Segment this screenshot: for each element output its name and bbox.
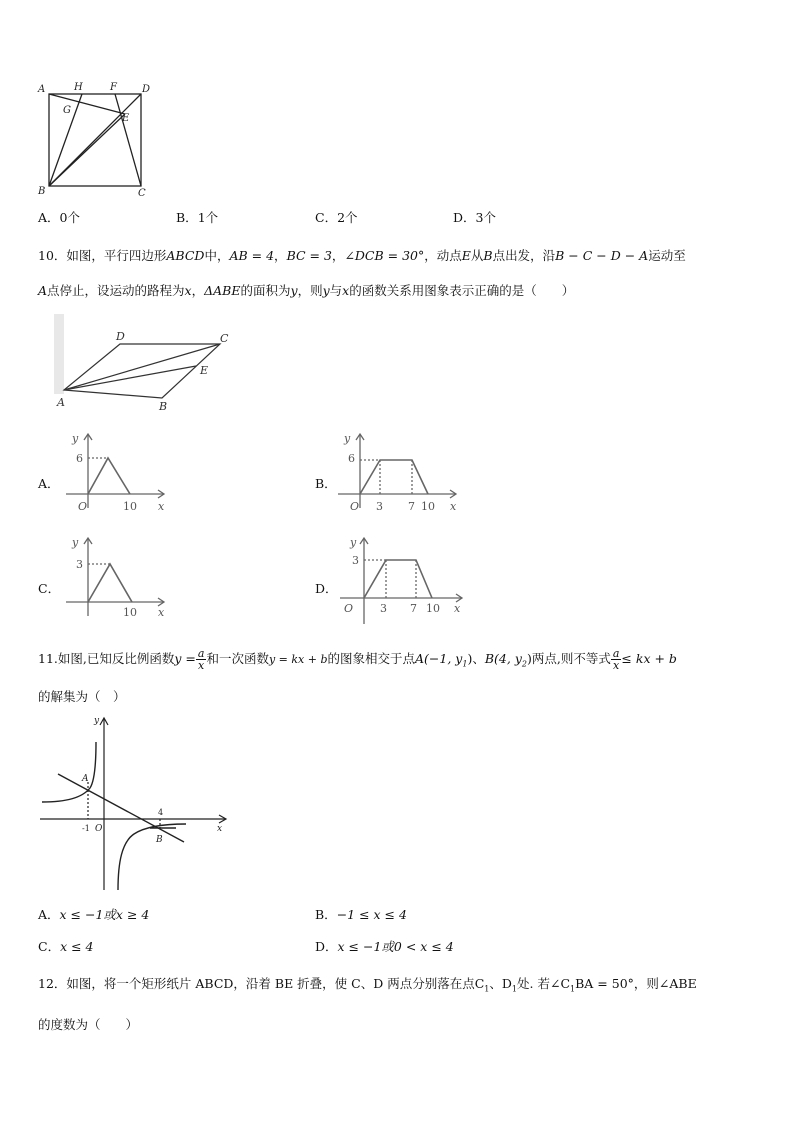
q10-scan-shadow	[54, 314, 64, 394]
q9-option-a: A．0个	[38, 210, 80, 225]
q9-label-c: C	[138, 188, 146, 199]
linear-function-line	[58, 774, 184, 842]
function-graph	[364, 560, 432, 598]
q9-option-b: B．1个	[176, 210, 219, 225]
q10-label-a: A	[57, 396, 65, 409]
q11-option-d: D．x ≤ −1或0 < x ≤ 4	[315, 939, 454, 954]
q9-label-f: F	[110, 82, 117, 93]
peak-label: 6	[348, 452, 355, 465]
tick-label-10: 10	[123, 500, 137, 513]
function-graph	[88, 564, 132, 602]
tick-label-10: 10	[426, 602, 440, 615]
peak-label: 3	[76, 558, 83, 571]
q11-option-b: B．−1 ≤ x ≤ 4	[315, 907, 407, 922]
origin-label: O	[78, 500, 88, 513]
point-label-b: B	[156, 835, 163, 845]
tick-label-10: 10	[123, 606, 137, 619]
axis-label-x: x	[217, 824, 223, 834]
q10-label-b: B	[159, 400, 168, 413]
q12-line2: 的度数为（ ）	[38, 1017, 139, 1032]
q10-option-c-letter: C．	[38, 581, 61, 596]
q11-fraction-2: $\frac{a}{x}$	[612, 647, 620, 672]
axis-label-x: x	[158, 606, 165, 619]
tick-label-7: 7	[410, 602, 417, 615]
axis-label-y: y	[94, 716, 100, 726]
q9-label-d: D	[142, 84, 151, 95]
q10-graph-c	[60, 532, 180, 622]
q10-line2: A点停止，设运动的路程为x，ΔABE的面积为y，则y与x的函数关系用图象表示正确的是（ ）	[38, 283, 575, 298]
function-graph	[360, 460, 428, 494]
axis-label-x: x	[454, 602, 461, 615]
q9-label-a: A	[38, 84, 46, 95]
axis-label-x: x	[158, 500, 165, 513]
q9-option-d: D．3个	[453, 210, 496, 225]
q9-figure	[36, 78, 156, 200]
tick-label-10: 10	[421, 500, 435, 513]
q10-option-d-letter: D．	[315, 581, 338, 596]
tick-label-7: 7	[408, 500, 415, 513]
axis-label-y: y	[72, 536, 79, 549]
q11-line1: 11.如图,已知反比例函数y = $\frac{a}{x}$ 和一次函数y = kx + b的图象相交于点A(−1, $y_1$)、B(4, $y_2$)两点,则不等式 $\frac{a}{x}$ ≤ kx + b	[38, 647, 677, 672]
origin-label: O	[350, 500, 360, 513]
function-graph	[88, 458, 130, 494]
q10-graph-a	[60, 428, 180, 518]
peak-label: 3	[352, 554, 359, 567]
q9-label-h: H	[74, 82, 83, 93]
q9-label-e: E	[122, 113, 130, 124]
q11-fraction-1: $\frac{a}{x}$	[197, 647, 205, 672]
hyperbola-branch-2	[42, 742, 96, 802]
q11-figure	[36, 712, 236, 892]
origin-label: O	[95, 824, 103, 834]
axis-label-y: y	[72, 432, 79, 445]
q10-label-c: C	[220, 332, 229, 345]
q10-label-e: E	[200, 364, 209, 377]
q11-line2: 的解集为（ ）	[38, 689, 126, 704]
axis-label-y: y	[350, 536, 357, 549]
q12-line1: 12．如图，将一个矩形纸片 ABCD，沿着 BE 折叠，使 C、D 两点分别落在点$C_1$、$D_1$处. 若$\angle C_1BA = 50^\circ$，则∠ABE	[38, 976, 697, 994]
hyperbola-branch-4	[118, 824, 186, 890]
q10-figure	[50, 312, 240, 416]
q9-line-ae	[49, 94, 125, 114]
tick-label-4: 4	[158, 808, 164, 817]
q9-option-c: C．2个	[315, 210, 358, 225]
tick-label-3: 3	[376, 500, 383, 513]
axis-label-y: y	[344, 432, 351, 445]
axis-label-x: x	[450, 500, 457, 513]
tick-label-3: 3	[380, 602, 387, 615]
q11-option-a: A．x ≤ −1或x ≥ 4	[38, 907, 150, 922]
q10-line1: 10．如图，平行四边形ABCD中，AB = 4，BC = 3，∠DCB = 30°，动点E从B点出发，沿B − C − D − A运动至	[38, 248, 686, 263]
q9-label-b: B	[38, 186, 46, 197]
q10-graph-d	[334, 532, 474, 627]
q10-parallelogram	[64, 344, 220, 398]
q10-line-ae	[64, 366, 196, 390]
origin-label: O	[344, 602, 354, 615]
peak-label: 6	[76, 452, 83, 465]
q10-line-ac	[64, 344, 220, 390]
tick-label-neg1: -1	[82, 824, 90, 833]
point-label-a: A	[82, 774, 89, 784]
q10-option-b-letter: B．	[315, 476, 337, 491]
q10-label-d: D	[116, 330, 125, 343]
q11-option-c: C．x ≤ 4	[38, 939, 94, 954]
q9-label-g: G	[63, 105, 71, 116]
q10-graph-b	[332, 428, 472, 518]
q10-option-a-letter: A．	[38, 476, 60, 491]
